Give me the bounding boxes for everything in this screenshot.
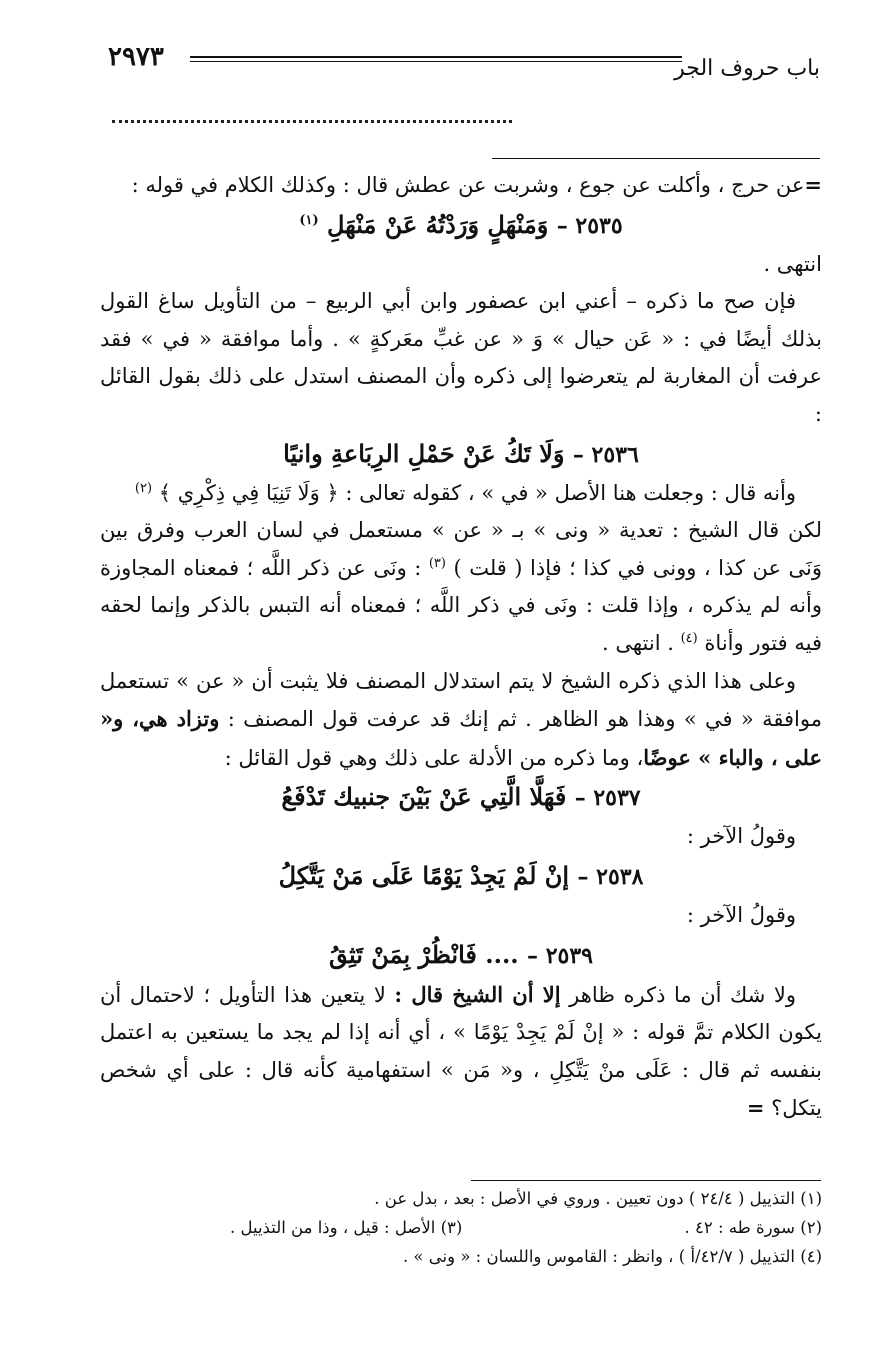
verse-2539 [100,935,822,976]
footnote-ref: (١) [299,212,319,228]
verse-2538 [100,856,822,897]
verse-text: وَمَنْهَلٍ وَرَدْتُهُ عَنْ مَنْهَلِ [327,209,549,239]
footnotes [110,1184,822,1271]
paragraph-text: لا يتعين هذا التأويل ؛ لاحتمال أن يكون الكلام تمَّ قوله : « إنْ لَمْ يَجِدْ يَوْمًا » ، أي أنه إذا لم يجد ما يستعين به اعتمل بنفسه ثم قال : عَلَى منْ يَتَّكِلِ ، و« مَن » استفهامية كأنه قال : على أي شخص يتكل؟ [100,982,822,1121]
paragraph [100,976,822,1128]
paragraph: فإن صح ما ذكره – أعني ابن عصفور وابن أبي الربيع – من التأويل ساغ القول بذلك أيضًا في : « عَن حيال » وَ « عن غبِّ معَركةٍ » . وأما موافقة « في » فقد عرفت أن المغاربة لم يتعرضوا إلى ذكره وأن المصنف استدل على ذلك بقول القائل : [100,289,822,426]
paragraph: انتهى . [763,251,822,276]
paragraph-text: وعلى هذا الذي ذكره الشيخ لا يتم استدلال المصنف فلا يثبت أن « عن » تستعمل موافقة « في » وهذا هو الظاهر . ثم إنك قد عرفت قول المصنف : [100,668,822,732]
paragraph-text: . انتهى . [602,630,674,655]
footnote-rule [471,1180,821,1181]
verse-text: إنْ لَمْ يَجِدْ يَوْمًا عَلَى مَنْ يَتَّكِلُ [278,860,570,890]
verse-text: وَلَا تَكُ عَنْ حَمْلِ الرِبَاعةِ وانيًا [283,438,565,468]
footnote-ref: (٣) [428,555,446,571]
page-number: ٢٩٧٣ [108,42,164,72]
page-header [108,42,820,82]
continuation-mark: = [746,1095,765,1121]
paragraph-text: عن حرج ، وأكلت عن جوع ، وشربت عن عطش قال : وكذلك الكلام في قوله : [131,173,805,197]
paragraph: وقولُ الآخر : [686,824,796,849]
continuation-mark: = [804,172,822,197]
main-text [100,166,822,1128]
header-rule [190,56,682,62]
footnote-3: (٣) الأصل : قيل ، وذا من التذييل . [230,1218,463,1237]
paragraph-text: وأنه قال : وجعلت هنا الأصل « في » ، كقوله تعالى : ﴿ وَلَا تَنِيَا فِي ذِكْرِي ﴾ [158,480,796,505]
verse-2537 [100,777,822,818]
paragraph-text: ، وما ذكره من الأدلة على ذلك وهي قول القائل : [224,745,644,770]
paragraph [100,166,822,205]
verse-number: ٢٥٣٧ – [574,785,641,812]
verse-2536 [100,434,822,475]
verse-text: فَهَلَّا الَّتِي عَنْ بَيْنَ جنبيك تَدْفَعُ [281,782,567,812]
verse-number: ٢٥٣٨ – [577,863,644,890]
paragraph: وقولُ الآخر : [686,902,796,927]
verse-number: ٢٥٣٩ – [527,942,593,969]
verse-number: ٢٥٣٥ – [556,212,623,239]
paragraph-text: ولا شك أن ما ذكره ظاهر [569,982,797,1007]
chapter-title: باب حروف الجر [674,56,820,81]
top-rule [492,158,820,159]
paragraph-text: لكن قال الشيخ : تعدية « ونى » بـ « عن » مستعمل في لسان العرب وفرق بين وَنَى عن كذا ، وونى في كذا ؛ فإذا ( قلت ) [100,518,822,580]
footnote-ref: (٢) [134,480,153,496]
paragraph [100,512,822,662]
verse-text: .... فَانْظُرْ بِمَنْ تَثِقُ [329,939,519,969]
verse-2535 [100,205,822,246]
quoted-rule: وتزاد هي، و« على ، والباء » عوضًا [100,706,822,770]
paragraph-text: : ونَى عن ذكر اللَّه ؛ فمعناه المجاوزة وأنه لم يذكره ، وإذا قلت : ونَى في ذكر اللَّه ؛ فمعناه أنه التبس بالذكر وإنما لحقه فيه فتور وأناة [100,555,822,655]
dotted-separator [112,120,512,123]
quoted-rule: إلا أن الشيخ قال : [394,981,561,1007]
footnote-ref: (٤) [680,630,698,646]
verse-number: ٢٥٣٦ – [572,441,639,468]
footnote-4: (٤) التذييل ( ٤٢/٧/أ ) ، وانظر : القاموس واللسان : « ونى » . [402,1247,822,1266]
footnote-row [110,1213,822,1242]
footnote-1: (١) التذييل ( ٢٤/٤ ) دون تعيين . وروي في الأصل : بعد ، بدل عن . [374,1189,822,1208]
paragraph [100,475,822,513]
footnote-2: (٢) سورة طه : ٤٢ . [684,1218,822,1237]
paragraph [100,663,822,778]
